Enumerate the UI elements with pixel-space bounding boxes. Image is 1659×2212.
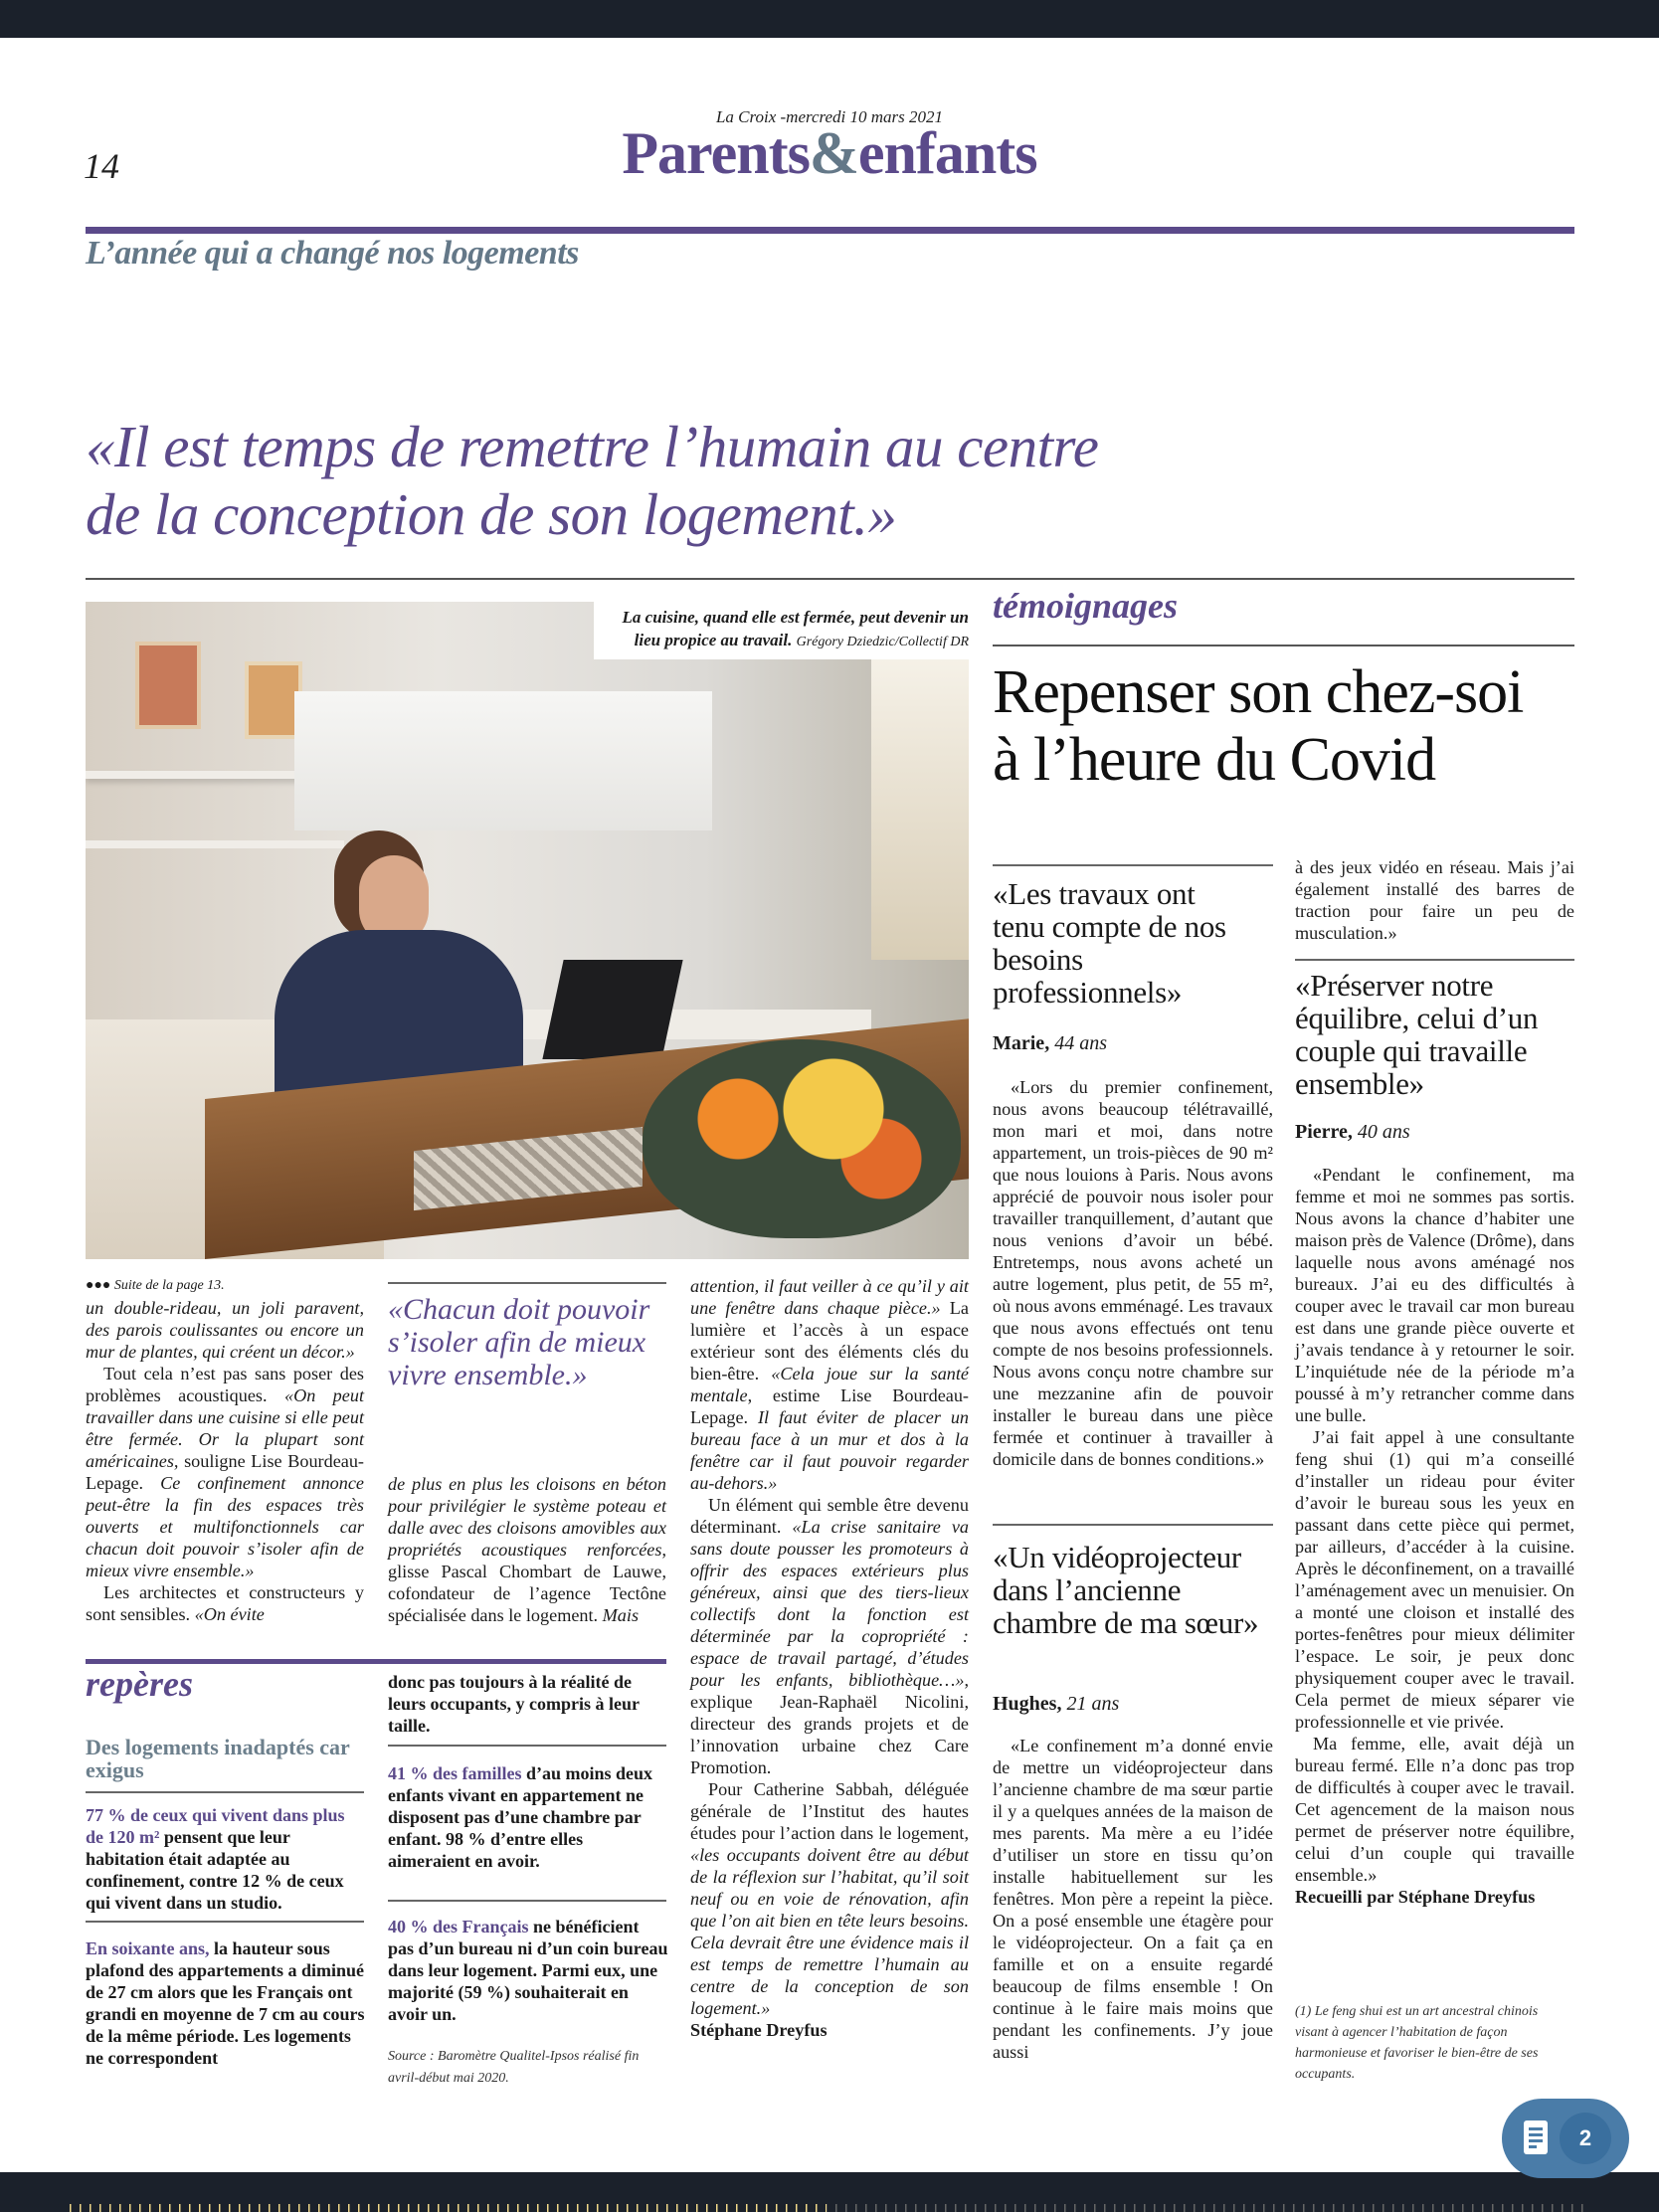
divider — [86, 578, 1574, 580]
photo-fruit-bowl — [643, 1039, 961, 1238]
age: 21 ans — [1066, 1693, 1120, 1715]
photo-shelf — [86, 840, 344, 848]
date-line: La Croix -mercredi 10 mars 2021 — [715, 107, 944, 126]
reperes-item-1 — [86, 1804, 366, 1914]
text-run: Mais — [602, 1605, 640, 1625]
text-run: souligne Lise Bourdeau-Lepage. — [86, 1451, 364, 1493]
testimony-quote-pierre: «Préserver notre équilibre, celui d’un couple qui travaille ensemble» — [1295, 968, 1539, 1101]
paragraph: «Le confinement m’a donné envie de mettre un vidéoprojecteur dans l’ancienne chambre de ma sœur partie il y a quelques années de la maison de mes parents. Ma mère a eu l’idée d’utiliser un store en tissu qu’on installe habituellement sur les fenêtres. Mon père a repeint la pièce. On a posé ensemble une étagère pour le vidéoprojecteur. On a fait ça en famille et on a ensuite regardé beaucoup de films ensemble ! On continue à le faire mais moins que pendant les confinements. J’y joue aussi — [993, 1736, 1273, 2062]
testimony-text-hughes-cont — [1295, 856, 1574, 944]
text-run: La lumière et l’accès à un espace extérieur sont des éléments clés du bien-être. — [690, 1298, 969, 1383]
kitchen-photo — [86, 602, 969, 1259]
age: 40 ans — [1357, 1121, 1410, 1143]
photo-frame — [135, 642, 201, 729]
photo-caption — [594, 602, 969, 659]
text-run: Tout cela n’est pas sans poser des problèmes acoustiques. — [86, 1364, 364, 1405]
paragraph: J’ai fait appel à une consultante feng shui (1) qui m’a conseillé d’installer un rideau pour éviter d’avoir le bureau sous les yeux en passant dans cette pièce qui permet, par ailleurs, d’accéder à la cuisine. Après le déconfinement, on a travaillé l’aménagement avec un menuisier. On a monté une cloison et installé des portes-fenêtres pour mieux délimiter l’espace. Le soir, je peux donc physiquement couper avec le travail. Cela permet de mieux séparer vie professionnelle et vie privée. — [1295, 1427, 1574, 1732]
text-run: attention, il faut veiller à ce qu’il y ait une fenêtre dans chaque pièce.» — [690, 1276, 969, 1318]
text-run: «Cela joue sur la santé mentale — [690, 1364, 970, 1405]
testimony-text-pierre — [1295, 1164, 1574, 1908]
text-run: ne bénéficient pas d’un bureau ni d’un coin bureau dans leur logement. Parmi eux, une majorité (59 %) souhaiterait en avoir un. — [388, 1917, 668, 2024]
paragraph: à des jeux vidéo en réseau. Mais j’ai également installé des barres de traction pour faire un peu de musculation.» — [1295, 857, 1574, 943]
text-run: , estime Lise Bourdeau-Lepage. — [690, 1385, 969, 1427]
byline: Stéphane Dreyfus — [690, 2020, 828, 2040]
paragraph — [86, 1363, 364, 1581]
series-rubric: L’année qui a changé nos logements — [86, 235, 579, 272]
continued-from: ●●● Suite de la page 13. — [86, 1278, 225, 1293]
article-paragraphs — [388, 1473, 666, 1626]
top-toolbar — [0, 0, 1659, 38]
article-paragraphs — [690, 1275, 969, 2019]
reperes-item-4 — [388, 1916, 668, 2025]
paragraph: «Pendant le confinement, ma femme et moi ne sommes pas sortis. Nous avons la chance d’habiter une maison près de Valence (Drôme), dans laquelle nous avons aménagé nos bureaux. J’ai eu des difficultés à couper avec le travail car mon bureau est dans une grande pièce ouverte et j’avais tendance à y retourner le soir. L’inquiétude née de la période m’a poussé à m’y retrancher comme dans une bulle. — [1295, 1165, 1574, 1425]
name: Pierre, — [1295, 1121, 1353, 1143]
text-run: Il faut éviter de placer un bureau face à un mur et dos à la fenêtre car il faut pouvoir regarder au-dehors.» — [690, 1407, 970, 1493]
divider — [86, 1791, 364, 1793]
reperes-item-2-cont: donc pas toujours à la réalité de leurs occupants, y compris à leur taille. — [388, 1672, 640, 1736]
text-run: «On peut travailler dans une cuisine si elle peut être fermée. Or la plupart sont américaines, — [86, 1385, 364, 1471]
divider — [86, 1921, 364, 1923]
text-run: de plus en plus les cloisons en béton pour privilégier le système poteau et dalle avec des cloisons amovibles aux propriétés acoustiques renforcées — [388, 1474, 666, 1560]
pull-quote: «Chacun doit pouvoir s’isoler afin de mieux vivre ensemble.» — [388, 1293, 650, 1391]
age: 44 ans — [1054, 1032, 1107, 1054]
divider — [388, 1745, 666, 1747]
paragraph: «Lors du premier confinement, nous avons beaucoup télétravaillé, mon mari et moi, dans notre appartement, un trois-pièces de 90 m² que nous louions à Paris. Nous avons apprécié de pouvoir nous isoler pour travailler tranquillement, d’autant que nous venions d’avoir un bébé. Entretemps, nous avons acheté un autre logement, plus petit, de 55 m², où nous avons emménagé. Les travaux que nous avons effectués ont tenu compte de nos besoins professionnels. Nous avons conçu notre chambre sur une mezzanine afin de pouvoir installer le bureau dans une pièce fermée et continuer à travailler à domicile dans de bonnes conditions.» — [993, 1077, 1273, 1469]
article-headline — [993, 658, 1579, 794]
masthead-part2: enfants — [857, 120, 1037, 186]
text-run: Pour Catherine Sabbah, déléguée générale de l’Institut des hautes études pour l’action dans le logement, — [690, 1779, 969, 1843]
testimony-name-pierre — [1295, 1121, 1410, 1144]
paragraph — [388, 1473, 666, 1626]
masthead-ampersand: & — [809, 120, 858, 186]
reperes-subtitle: Des logements inadaptés car exigus — [86, 1735, 350, 1782]
headline-line2: à l’heure du Covid — [993, 726, 1436, 794]
article-paragraphs — [86, 1297, 364, 1625]
text-run: Un élément qui semble être devenu déterminant. — [690, 1495, 969, 1537]
page-number: 14 — [84, 146, 119, 186]
text-run: «les occupants doivent être au début de la réflexion sur l’habitat, qu’il soit neuf ou en voie de rénovation, afin que l’on ait bien en tête leurs besoins. Cela devrait être une évidence mais il est temps de remettre l’humain au centre de la conception de son logement.» — [690, 1845, 969, 2018]
paragraph — [86, 1297, 364, 1363]
divider — [1295, 959, 1574, 961]
kicker-temoignages: témoignages — [993, 586, 1178, 626]
page-scrubber-progress — [70, 2204, 827, 2212]
reperes-item-3 — [388, 1762, 668, 1872]
text-run: pensent que leur habitation était adaptée au confinement, contre 12 % de ceux qui vivent dans un studio. — [86, 1827, 344, 1913]
reperes-title: repères — [86, 1664, 193, 1704]
testimony-quote-marie: «Les travaux ont tenu compte de nos besoins professionnels» — [993, 876, 1226, 1010]
reperes-item-2 — [86, 1937, 366, 2069]
article-col-1 — [86, 1275, 364, 1625]
masthead-rule — [86, 227, 1574, 234]
divider — [993, 1524, 1273, 1526]
photo-laptop — [542, 960, 682, 1059]
document-icon — [1524, 2120, 1548, 2154]
divider — [993, 645, 1574, 646]
text-run: un double-rideau, un joli paravent, des parois coulissantes ou encore un mur de plantes, qui créent un décor.» — [86, 1298, 364, 1362]
text-run: «On évite — [194, 1604, 265, 1624]
masthead-part1: Parents — [622, 120, 810, 186]
text-run: , glisse Pascal Chombart de Lauwe, cofondateur de l’agence Tectône spécialisée dans le logement. — [388, 1540, 666, 1625]
highlight-text: 77 % de ceux qui vivent dans plus de 120 m² — [86, 1805, 345, 1847]
divider — [388, 1900, 666, 1902]
paragraph — [86, 1581, 364, 1625]
paragraph — [690, 1494, 969, 1778]
text-run: «La crise sanitaire va sans doute pousser les promoteurs à offrir des espaces extérieurs plus généreux, ainsi que des tiers-lieux collectifs dont la fonction est déterminée par la copropriété : espace de travail partagé, d’études pour les enfants, bibliothèque…» — [690, 1517, 969, 1690]
text-run: , explique Jean-Raphaël Nicolini, directeur des grands projets et de l’innovation urbaine chez Care Promotion. — [690, 1670, 969, 1777]
reperes-source: Source : Baromètre Qualitel-Ipsos réalisé fin avril-début mai 2020. — [388, 2049, 640, 2086]
byline: Recueilli par Stéphane Dreyfus — [1295, 1887, 1536, 1907]
paragraph — [690, 1275, 969, 1494]
photo-credit: Grégory Dziedzic/Collectif DR — [796, 635, 969, 649]
text-run: Les architectes et constructeurs y sont sensibles. — [86, 1582, 364, 1624]
highlight-text: En soixante ans, — [86, 1938, 210, 1958]
headline-quote — [86, 413, 1379, 548]
text-run: la hauteur sous plafond des appartements a diminué de 27 cm alors que les Français ont grandi en moyenne de 7 cm au cours de la même période. Les logements ne correspondent — [86, 1938, 365, 2068]
name: Hughes, — [993, 1693, 1062, 1715]
footnote: (1) Le feng shui est un art ancestral chinois visant à agencer l’habitation de façon harmonieuse et favoriser le bien-être de ses occupants. — [1295, 2004, 1539, 2082]
text-run: Ce confinement annonce peut-être la fin des espaces très ouverts et multifonctionnels car chacun doit pouvoir s’isoler afin de mieux vivre ensemble.» — [86, 1473, 364, 1580]
testimony-text-marie — [993, 1076, 1273, 1470]
highlight-text: 40 % des Français — [388, 1917, 529, 1936]
text-run: d’au moins deux enfants vivant en appartement ne disposent pas d’une chambre par enfant. 98 % d’entre elles aimeraient en avoir. — [388, 1763, 653, 1871]
caption-text: La cuisine, quand elle est fermée, peut devenir un lieu propice au travail. — [622, 608, 969, 649]
headline-quote-line1: «Il est temps de remettre l’humain au centre — [86, 414, 1099, 479]
paragraph: Ma femme, elle, avait déjà un bureau fermé. Elle n’a donc pas trop de difficultés à couper avec le travail. Cet agencement de la maison nous permet de préserver notre équilibre, celui d’un couple qui travaille ensemble.» — [1295, 1734, 1574, 1885]
testimony-name-marie — [993, 1032, 1107, 1055]
divider — [388, 1282, 666, 1284]
section-masthead — [0, 120, 1659, 186]
testimony-quote-hughes: «Un vidéoprojecteur dans l’ancienne chambre de ma sœur» — [993, 1540, 1259, 1640]
divider — [993, 864, 1273, 866]
article-col-3 — [690, 1275, 969, 2041]
page-badge: 2 — [1560, 2113, 1611, 2164]
headline-line1: Repenser son chez-soi — [993, 658, 1524, 726]
highlight-text: 41 % des familles — [388, 1763, 522, 1783]
pages-button[interactable] — [1502, 2099, 1629, 2178]
headline-quote-line2: de la conception de son logement.» — [86, 481, 897, 547]
photo-cabinet — [294, 691, 712, 830]
paragraph — [690, 1778, 969, 2019]
photo-window — [871, 642, 969, 960]
name: Marie, — [993, 1032, 1050, 1054]
testimony-name-hughes — [993, 1693, 1119, 1716]
testimony-text-hughes — [993, 1735, 1273, 2063]
article-col-2 — [388, 1473, 666, 1626]
